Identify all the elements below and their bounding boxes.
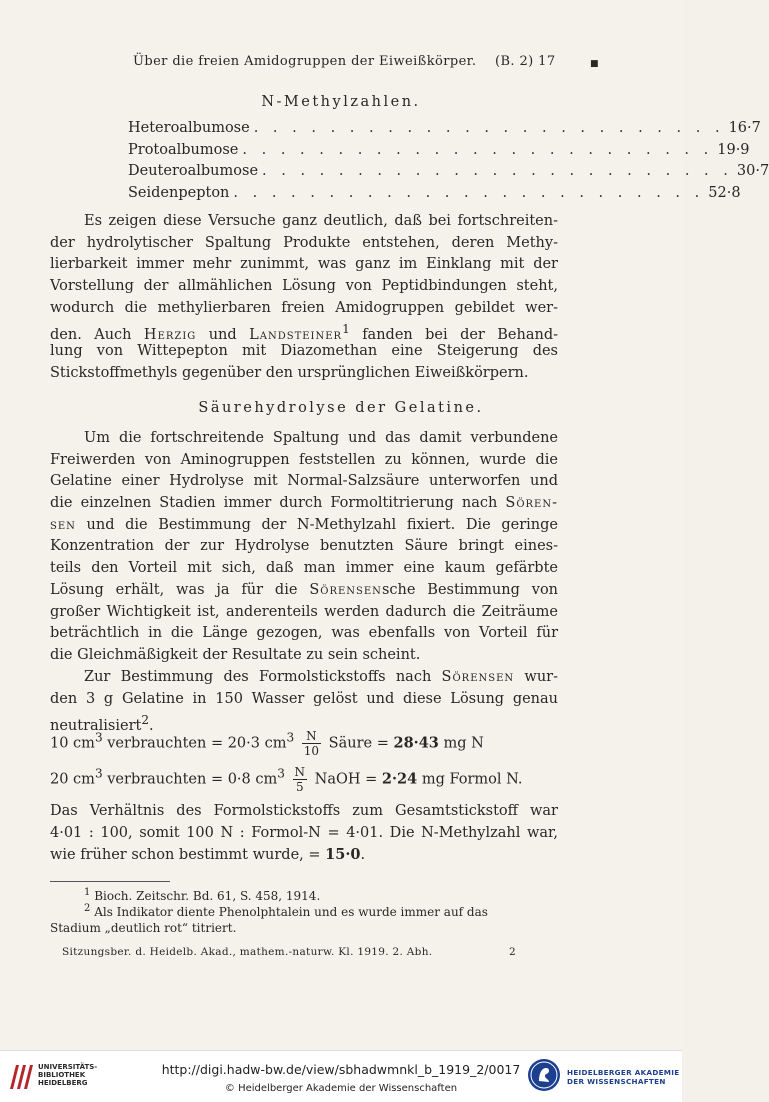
- formula-result: 28·43: [393, 734, 439, 752]
- text-run: neutralisiert: [50, 718, 142, 735]
- formula-exponent: 3: [94, 730, 103, 745]
- text-line: teils den Vorteil mit sich, daß man immer eine kaum gefärbte: [50, 560, 558, 577]
- formula-exponent: 3: [277, 766, 285, 781]
- text-line: wodurch die methylierbaren freien Amidogruppen gebildet wer-: [50, 299, 558, 316]
- text-line: beträchtlich in die Länge gezogen, was ebenfalls von Vorteil für: [50, 625, 558, 642]
- leader-dots: . . . . . . . . . . . . . . . . . . . . . . . . .: [233, 184, 705, 201]
- signature-number: 2: [509, 946, 516, 958]
- formula-term: 20 cm: [50, 771, 95, 788]
- formula-result: 2·24: [381, 770, 418, 788]
- hda-label-line: DER WISSENSCHAFTEN: [567, 1077, 666, 1086]
- section-title-saeurehydrolyse: Säurehydrolyse der Gelatine.: [198, 400, 484, 416]
- leader-dots: . . . . . . . . . . . . . . . . . . . . . . . . .: [253, 120, 725, 136]
- speck-mark: ■: [590, 59, 599, 69]
- fraction-numerator: N: [294, 765, 306, 779]
- text-line: Gelatine einer Hydrolyse mit Normal-Salzsäure unterworfen und: [50, 473, 558, 490]
- row-value: 30·7: [736, 163, 769, 180]
- row-value: 16·7: [728, 120, 761, 136]
- row-label: Deuteroalbumose: [128, 163, 259, 180]
- row-label: Seidenpepton: [128, 184, 230, 201]
- text-run: Zur Bestimmung des Formolstickstoffs nach: [84, 669, 432, 685]
- table-row: [128, 163, 769, 185]
- formula-line-1: [50, 729, 484, 758]
- formula-unit: mg N: [443, 735, 484, 752]
- text-run: wie früher schon bestimmt wurde, =: [50, 847, 321, 864]
- text-line: Stickstoffmethyls gegenüber den ursprünglichen Eiweißkörpern.: [50, 364, 529, 381]
- ub-label-line: BIBLIOTHEK: [38, 1071, 86, 1079]
- text-line: Freiwerden von Aminogruppen feststellen zu können, wurde die: [50, 451, 558, 468]
- running-head-title: Über die freien Amidogruppen der Eiweißkörper.: [133, 54, 477, 69]
- hda-label: [567, 1068, 679, 1086]
- author-name-soerensen: Sörensen: [309, 581, 382, 598]
- text-line: Konzentration der zur Hydrolyse benutzten Säure bringt eines-: [50, 538, 558, 555]
- text-run: und die Bestimmung der N-Methylzahl fixiert. Die geringe: [86, 516, 558, 533]
- footnote-separator: [50, 881, 170, 882]
- hda-seal-graphic: [528, 1059, 560, 1091]
- footnote-mark: 2: [84, 903, 91, 914]
- formula-term: 10 cm: [50, 735, 95, 752]
- footnote-2: [50, 901, 558, 936]
- methylzahl-table: [128, 120, 769, 206]
- text-line: [50, 667, 558, 689]
- paragraph-ratio: [50, 801, 558, 866]
- fraction: [302, 729, 321, 758]
- hda-seal-icon[interactable]: [528, 1059, 560, 1091]
- running-head: [0, 51, 682, 73]
- author-name-soerensen-cont: sen: [50, 516, 76, 533]
- text-line: lierbarkeit immer mehr zunimmt, was ganz im Einklang mit der: [50, 256, 558, 273]
- copyright-notice: © Heidelberger Akademie der Wissenschaften: [224, 1083, 458, 1094]
- ub-label-line: HEIDELBERG: [38, 1079, 88, 1087]
- paragraph-methylation-results: [50, 211, 558, 385]
- text-line: der hydrolytischer Spaltung Produkte entstehen, deren Methy-: [50, 234, 558, 251]
- section-title-methylzahlen: N-Methylzahlen.: [261, 94, 421, 110]
- footnote-text: Stadium „deutlich rot“ titriert.: [50, 921, 237, 935]
- ub-label-line: UNIVERSITÄTS-: [38, 1063, 98, 1071]
- hda-label-line: HEIDELBERGER AKADEMIE: [567, 1068, 680, 1077]
- author-name-herzig: Herzig: [143, 327, 197, 344]
- text-line: [50, 844, 558, 866]
- leader-dots: . . . . . . . . . . . . . . . . . . . . . . . . .: [242, 141, 714, 158]
- text-line: lung von Wittepepton mit Diazomethan eine Steigerung des: [50, 343, 558, 360]
- row-value: 52·8: [708, 184, 741, 201]
- footnote-ref: 2: [141, 713, 150, 728]
- row-value: 19·9: [717, 141, 750, 158]
- text-line: [50, 319, 559, 344]
- text-line: Das Verhältnis des Formolstickstoffs zum Gesamtstickstoff war: [50, 803, 558, 819]
- formula-term: Säure =: [328, 735, 389, 752]
- formula-exponent: 3: [94, 766, 103, 781]
- table-row: [128, 184, 741, 207]
- formula-term: verbrauchten = 20·3 cm: [107, 735, 287, 752]
- text-line: den 3 g Gelatine in 150 Wasser gelöst und diese Lösung genau: [50, 690, 558, 707]
- text-line: Es zeigen diese Versuche ganz deutlich, daß bei fortschreiten-: [84, 213, 558, 229]
- text-line: [50, 580, 558, 602]
- running-head-page-ref: (B. 2) 17: [495, 54, 556, 69]
- text-line: [50, 493, 558, 515]
- formula-term: NaOH =: [314, 771, 378, 788]
- fraction-denominator: 5: [295, 780, 304, 794]
- text-line: [50, 515, 558, 537]
- footnote-ref: 1: [342, 322, 350, 337]
- text-run: fanden bei der Behand-: [362, 327, 559, 344]
- row-label: Heteroalbumose: [128, 120, 250, 136]
- fraction: [293, 765, 308, 794]
- footnote-mark: 1: [84, 887, 91, 898]
- fraction-numerator: N: [302, 729, 321, 744]
- table-row: [128, 120, 761, 142]
- text-run: den. Auch: [50, 327, 132, 344]
- text-run: und: [208, 327, 237, 344]
- text-run: sche Bestimmung von: [381, 581, 559, 598]
- text-run: wur-: [524, 669, 558, 685]
- footnote-text: Bioch. Zeitschr. Bd. 61, S. 458, 1914.: [94, 889, 321, 903]
- table-row: [128, 141, 750, 164]
- permalink-url[interactable]: http://digi.hadw-bw.de/view/sbhadwmnkl_b_1919_2/0017: [161, 1062, 521, 1077]
- formula-term: verbrauchten = 0·8 cm: [107, 771, 278, 788]
- text-line: Um die fortschreitende Spaltung und das damit verbundene: [84, 430, 558, 446]
- text-run: die einzelnen Stadien immer durch Formoltitrierung nach: [50, 495, 498, 512]
- text-run: .: [360, 847, 366, 864]
- formula-unit: mg Formol N.: [421, 771, 523, 788]
- leader-dots: . . . . . . . . . . . . . . . . . . . . . . . . .: [262, 163, 733, 180]
- author-name-soerensen: Sörensen: [441, 669, 515, 685]
- methylzahl-value: 15·0: [325, 846, 361, 864]
- text-run: Lösung erhält, was ja für die: [50, 581, 298, 598]
- text-line: die Gleichmäßigkeit der Resultate zu sein scheint.: [50, 646, 421, 663]
- formula-line-2: [50, 765, 523, 794]
- footnote-text: Als Indikator diente Phenolphtalein und es wurde immer auf das: [94, 905, 488, 919]
- text-run: .: [149, 718, 154, 735]
- author-name-soerensen: Sören-: [505, 495, 559, 512]
- author-name-landsteiner: Landsteiner: [249, 327, 343, 344]
- formula-exponent: 3: [286, 730, 295, 745]
- paragraph-formol-determination: [50, 667, 558, 735]
- row-label: Protoalbumose: [128, 141, 239, 158]
- paragraph-hydrolysis: [50, 428, 558, 667]
- text-line: großer Wichtigkeit ist, anderenteils werden dadurch die Zeiträume: [50, 603, 558, 620]
- fraction-denominator: 10: [303, 744, 320, 758]
- text-line: Vorstellung der allmählichen Lösung von Peptidbindungen steht,: [50, 278, 558, 295]
- publication-info: Sitzungsber. d. Heidelb. Akad., mathem.-naturw. Kl. 1919. 2. Abh.: [62, 946, 433, 958]
- text-line: 4·01 : 100, somit 100 N : Formol-N = 4·01. Die N-Methylzahl war,: [50, 824, 558, 841]
